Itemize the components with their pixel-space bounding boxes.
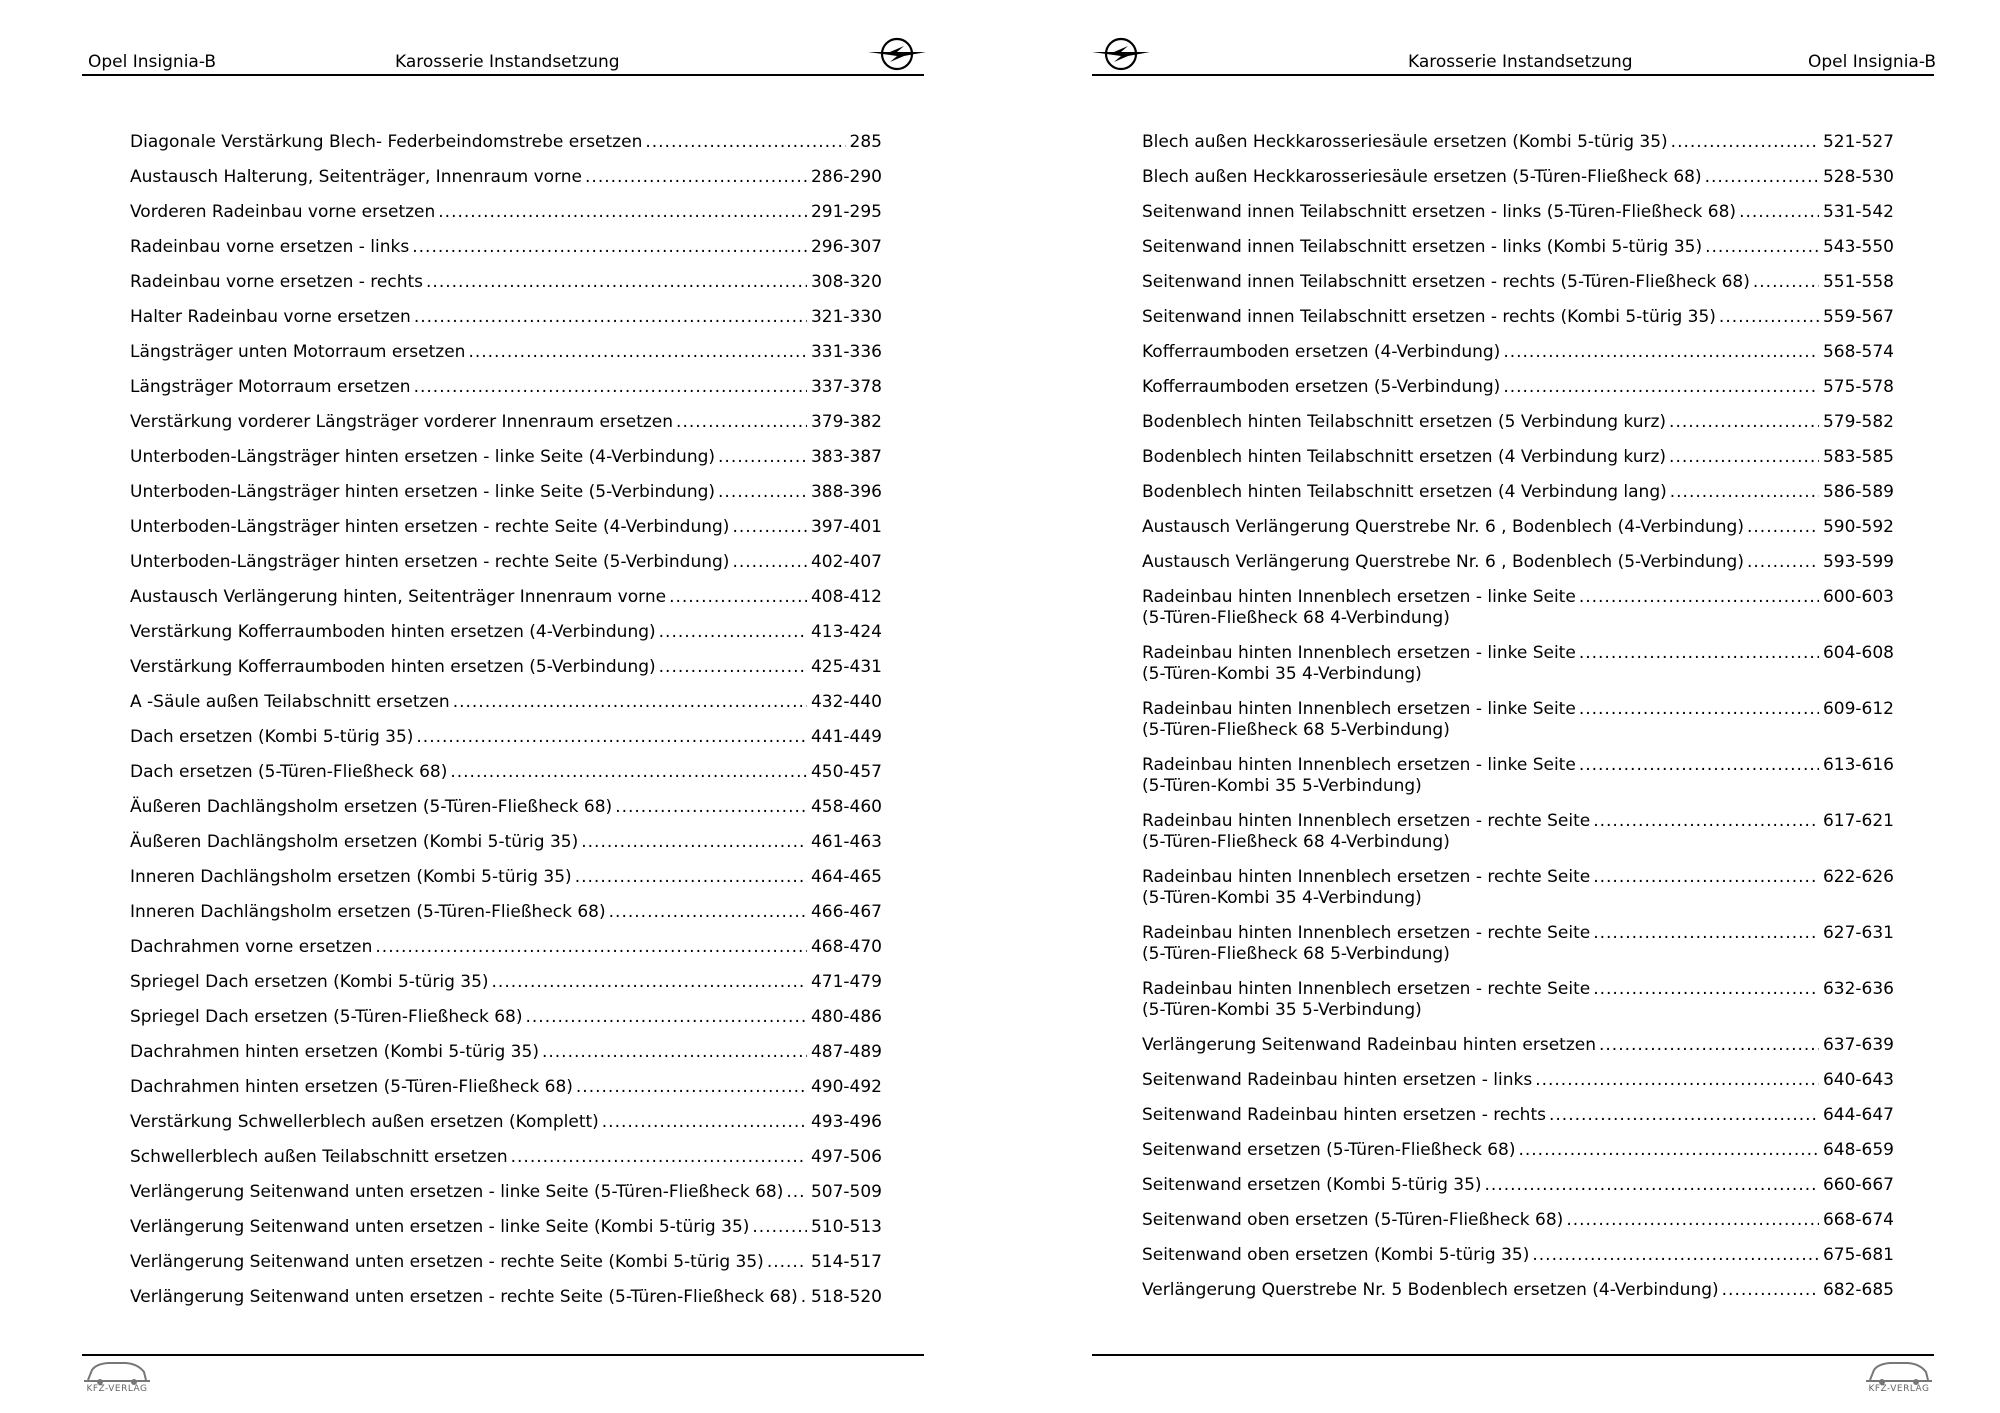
toc-leader-dots [1593, 979, 1819, 1000]
toc-entry-pages: 644-647 [1822, 1105, 1894, 1125]
toc-entry-title: Verstärkung vorderer Längsträger vorderer Innenraum ersetzen [130, 412, 674, 432]
right-page [1092, 0, 1952, 1413]
toc-entry-title: Verlängerung Seitenwand Radeinbau hinten ersetzen [1142, 1035, 1596, 1055]
toc-entry-title: Unterboden-Längsträger hinten ersetzen - linke Seite (5-Verbindung) [130, 482, 716, 502]
toc-entry-pages: 627-631 [1822, 923, 1894, 943]
toc-leader-dots [1705, 167, 1819, 188]
toc-entry [1142, 867, 1894, 909]
toc-entry-pages: 609-612 [1822, 699, 1894, 719]
toc-leader-dots [718, 482, 807, 503]
toc-entry-pages: 493-496 [810, 1112, 882, 1132]
toc-entry-pages: 383-387 [810, 447, 882, 467]
toc-entry-pages: 480-486 [810, 1007, 882, 1027]
toc-entry [130, 132, 882, 153]
header-section: Karosserie Instandsetzung [395, 52, 620, 72]
toc-entry-pages: 291-295 [810, 202, 882, 222]
toc-entry [1142, 377, 1894, 398]
toc-entry-pages: 579-582 [1822, 412, 1894, 432]
toc-entry [1142, 167, 1894, 188]
toc-entry-pages: 568-574 [1822, 342, 1894, 362]
toc-entry [1142, 342, 1894, 363]
toc-leader-dots [575, 867, 807, 888]
toc-entry-pages: 402-407 [810, 552, 882, 572]
toc-leader-dots [659, 622, 807, 643]
toc-leader-dots [732, 552, 807, 573]
toc-entry-pages: 337-378 [810, 377, 882, 397]
toc-entry [130, 1007, 882, 1028]
toc-entry [1142, 1105, 1894, 1126]
toc-leader-dots [1669, 412, 1819, 433]
toc-entry-pages: 648-659 [1822, 1140, 1894, 1160]
toc-leader-dots [732, 517, 807, 538]
toc-leader-dots [1535, 1070, 1819, 1091]
toc-entry-title: Seitenwand oben ersetzen (Kombi 5-türig 35) [1142, 1245, 1530, 1265]
toc-entry-pages: 471-479 [810, 972, 882, 992]
toc-entry-pages: 637-639 [1822, 1035, 1894, 1055]
left-page [82, 0, 942, 1413]
toc-entry [1142, 979, 1894, 1021]
page-header [82, 50, 924, 76]
toc-entry [130, 622, 882, 643]
toc-entry [130, 202, 882, 223]
toc-entry-title: Äußeren Dachlängsholm ersetzen (Kombi 5-türig 35) [130, 832, 579, 852]
toc-entry [130, 1112, 882, 1133]
toc-entry [1142, 447, 1894, 468]
toc-leader-dots [416, 727, 807, 748]
toc-leader-dots [414, 377, 807, 398]
toc-entry-pages: 432-440 [810, 692, 882, 712]
toc-entry-pages: 600-603 [1822, 587, 1894, 607]
toc-entry-pages: 551-558 [1822, 272, 1894, 292]
toc-entry-title: Radeinbau vorne ersetzen - links [130, 237, 410, 257]
toc-entry [130, 342, 882, 363]
toc-leader-dots [752, 1217, 807, 1238]
toc-entry [130, 307, 882, 328]
toc-entry-pages: 514-517 [810, 1252, 882, 1272]
toc-leader-dots [1719, 307, 1819, 328]
toc-entry-title: Halter Radeinbau vorne ersetzen [130, 307, 411, 327]
toc-entry [1142, 552, 1894, 573]
toc-entry-title: Austausch Verlängerung Querstrebe Nr. 6 , Bodenblech (5-Verbindung) [1142, 552, 1744, 572]
toc-leader-dots [1503, 377, 1819, 398]
toc-entry [130, 412, 882, 433]
toc-entry-pages: 675-681 [1822, 1245, 1894, 1265]
toc-entry-pages: 397-401 [810, 517, 882, 537]
toc-entry-title: Radeinbau vorne ersetzen - rechts [130, 272, 424, 292]
footer-rule [82, 1354, 924, 1356]
toc-entry [1142, 517, 1894, 538]
toc-entry [130, 1042, 882, 1063]
toc-entry-pages: 510-513 [810, 1217, 882, 1237]
toc-entry [1142, 1175, 1894, 1196]
toc-entry-title: Dachrahmen hinten ersetzen (5-Türen-Fließheck 68) [130, 1077, 573, 1097]
toc-entry [1142, 412, 1894, 433]
toc-entry-pages: 613-616 [1822, 755, 1894, 775]
toc-entry-title: Austausch Halterung, Seitenträger, Innenraum vorne [130, 167, 583, 187]
kfz-verlag-logo-icon [1864, 1356, 1934, 1398]
toc-leader-dots [438, 202, 807, 223]
toc-entry-title: Austausch Verlängerung hinten, Seitenträger Innenraum vorne [130, 587, 667, 607]
toc-entry-title: Radeinbau hinten Innenblech ersetzen - linke Seite (5-Türen-Fließheck 68 4-Verbindung) [1142, 587, 1576, 628]
toc-entry-title: Seitenwand Radeinbau hinten ersetzen - links [1142, 1070, 1533, 1090]
toc-entry [130, 1182, 882, 1203]
toc-entry-pages: 379-382 [810, 412, 882, 432]
toc-leader-dots [659, 657, 807, 678]
toc-entry-title: Inneren Dachlängsholm ersetzen (5-Türen-Fließheck 68) [130, 902, 606, 922]
toc-entry [1142, 811, 1894, 853]
toc-entry-title: Schwellerblech außen Teilabschnitt ersetzen [130, 1147, 508, 1167]
toc-entry-pages: 632-636 [1822, 979, 1894, 999]
toc-entry-title: Verlängerung Seitenwand unten ersetzen - rechte Seite (5-Türen-Fließheck 68) [130, 1287, 798, 1307]
toc-entry-title: Inneren Dachlängsholm ersetzen (Kombi 5-türig 35) [130, 867, 572, 887]
toc-leader-dots [542, 1042, 807, 1063]
toc-entry [1142, 1140, 1894, 1161]
toc-leader-dots [1747, 517, 1819, 538]
toc-leader-dots [786, 1182, 807, 1203]
toc-entry-title: Dachrahmen vorne ersetzen [130, 937, 373, 957]
toc-list-left [130, 132, 882, 1322]
toc-entry [130, 692, 882, 713]
toc-leader-dots [609, 902, 807, 923]
toc-entry [130, 482, 882, 503]
toc-entry-title: Dach ersetzen (5-Türen-Fließheck 68) [130, 762, 448, 782]
toc-entry [130, 762, 882, 783]
toc-leader-dots [525, 1007, 806, 1028]
toc-leader-dots [414, 307, 807, 328]
toc-entry [1142, 1035, 1894, 1056]
toc-leader-dots [1705, 237, 1819, 258]
toc-leader-dots [412, 237, 807, 258]
toc-leader-dots [492, 972, 807, 993]
toc-entry-title: Blech außen Heckkarosseriesäule ersetzen (Kombi 5-türig 35) [1142, 132, 1668, 152]
toc-entry-title: Bodenblech hinten Teilabschnitt ersetzen (5 Verbindung kurz) [1142, 412, 1667, 432]
toc-entry-pages: 531-542 [1822, 202, 1894, 222]
toc-entry-pages: 668-674 [1822, 1210, 1894, 1230]
toc-entry [130, 657, 882, 678]
toc-entry-pages: 461-463 [810, 832, 882, 852]
toc-entry-title: Radeinbau hinten Innenblech ersetzen - linke Seite (5-Türen-Fließheck 68 5-Verbindung) [1142, 699, 1576, 740]
toc-leader-dots [511, 1147, 807, 1168]
toc-entry-title: Dachrahmen hinten ersetzen (Kombi 5-türig 35) [130, 1042, 539, 1062]
toc-list-right [1142, 132, 1894, 1315]
toc-leader-dots [426, 272, 807, 293]
toc-entry-pages: 286-290 [810, 167, 882, 187]
toc-entry [1142, 923, 1894, 965]
toc-entry-title: Bodenblech hinten Teilabschnitt ersetzen (4 Verbindung lang) [1142, 482, 1667, 502]
toc-leader-dots [1503, 342, 1819, 363]
toc-entry-title: Dach ersetzen (Kombi 5-türig 35) [130, 727, 414, 747]
toc-entry [130, 587, 882, 608]
toc-entry-title: Seitenwand innen Teilabschnitt ersetzen - rechts (Kombi 5-türig 35) [1142, 307, 1716, 327]
toc-entry-pages: 507-509 [810, 1182, 882, 1202]
toc-entry-title: Verstärkung Schwellerblech außen ersetzen (Komplett) [130, 1112, 599, 1132]
toc-entry-pages: 682-685 [1822, 1280, 1894, 1300]
toc-entry-pages: 464-465 [810, 867, 882, 887]
toc-entry-title: Spriegel Dach ersetzen (5-Türen-Fließheck 68) [130, 1007, 523, 1027]
toc-entry [130, 1287, 882, 1308]
toc-leader-dots [581, 832, 807, 853]
toc-entry-pages: 308-320 [810, 272, 882, 292]
toc-entry [1142, 1280, 1894, 1301]
toc-entry-pages: 559-567 [1822, 307, 1894, 327]
toc-entry-title: Vorderen Radeinbau vorne ersetzen [130, 202, 436, 222]
toc-leader-dots [1579, 699, 1819, 720]
toc-entry [1142, 1070, 1894, 1091]
toc-entry-pages: 450-457 [810, 762, 882, 782]
toc-entry-title: Radeinbau hinten Innenblech ersetzen - rechte Seite (5-Türen-Fließheck 68 4-Verbindung) [1142, 811, 1591, 852]
toc-entry-title: Radeinbau hinten Innenblech ersetzen - rechte Seite (5-Türen-Kombi 35 5-Verbindung) [1142, 979, 1591, 1020]
toc-entry-title: Seitenwand ersetzen (Kombi 5-türig 35) [1142, 1175, 1482, 1195]
toc-leader-dots [1747, 552, 1819, 573]
toc-leader-dots [1599, 1035, 1819, 1056]
toc-leader-dots [375, 937, 807, 958]
toc-leader-dots [615, 797, 807, 818]
toc-leader-dots [576, 1077, 807, 1098]
toc-entry-pages: 590-592 [1822, 517, 1894, 537]
toc-entry [130, 727, 882, 748]
toc-entry [130, 972, 882, 993]
toc-leader-dots [1579, 587, 1819, 608]
toc-leader-dots [718, 447, 807, 468]
toc-leader-dots [1593, 923, 1819, 944]
toc-entry-title: A -Säule außen Teilabschnitt ersetzen [130, 692, 450, 712]
toc-entry [130, 237, 882, 258]
toc-entry-pages: 466-467 [810, 902, 882, 922]
toc-entry-pages: 640-643 [1822, 1070, 1894, 1090]
toc-leader-dots [585, 167, 807, 188]
toc-entry-title: Kofferraumboden ersetzen (4-Verbindung) [1142, 342, 1501, 362]
toc-entry [130, 902, 882, 923]
toc-entry-pages: 490-492 [810, 1077, 882, 1097]
toc-entry-pages: 296-307 [810, 237, 882, 257]
toc-entry [1142, 237, 1894, 258]
toc-entry [130, 272, 882, 293]
toc-entry-pages: 413-424 [810, 622, 882, 642]
toc-entry-title: Längsträger unten Motorraum ersetzen [130, 342, 466, 362]
toc-entry-pages: 458-460 [810, 797, 882, 817]
toc-entry [1142, 587, 1894, 629]
toc-leader-dots [1593, 811, 1819, 832]
toc-entry-title: Unterboden-Längsträger hinten ersetzen - rechte Seite (5-Verbindung) [130, 552, 730, 572]
publisher-label: KFZ-VERLAG [1868, 1384, 1930, 1394]
opel-logo-icon [868, 32, 926, 72]
toc-entry-title: Verlängerung Querstrebe Nr. 5 Bodenblech ersetzen (4-Verbindung) [1142, 1280, 1719, 1300]
toc-leader-dots [1579, 755, 1819, 776]
toc-entry-pages: 583-585 [1822, 447, 1894, 467]
footer-rule [1092, 1354, 1934, 1356]
toc-entry-title: Verlängerung Seitenwand unten ersetzen - rechte Seite (Kombi 5-türig 35) [130, 1252, 764, 1272]
toc-entry-pages: 468-470 [810, 937, 882, 957]
toc-leader-dots [1593, 867, 1819, 888]
toc-entry [1142, 132, 1894, 153]
toc-entry [1142, 307, 1894, 328]
toc-entry [1142, 482, 1894, 503]
toc-leader-dots [1669, 447, 1819, 468]
toc-leader-dots [468, 342, 807, 363]
toc-entry-title: Radeinbau hinten Innenblech ersetzen - rechte Seite (5-Türen-Fließheck 68 5-Verbindung) [1142, 923, 1591, 964]
toc-entry-pages: 321-330 [810, 307, 882, 327]
toc-entry [130, 1252, 882, 1273]
toc-entry-title: Seitenwand innen Teilabschnitt ersetzen - rechts (5-Türen-Fließheck 68) [1142, 272, 1750, 292]
toc-entry-pages: 593-599 [1822, 552, 1894, 572]
toc-entry [1142, 699, 1894, 741]
toc-entry-title: Unterboden-Längsträger hinten ersetzen - linke Seite (4-Verbindung) [130, 447, 716, 467]
toc-entry-pages: 543-550 [1822, 237, 1894, 257]
toc-entry-title: Verstärkung Kofferraumboden hinten ersetzen (4-Verbindung) [130, 622, 656, 642]
toc-leader-dots [1670, 482, 1819, 503]
toc-entry-pages: 604-608 [1822, 643, 1894, 663]
toc-entry-pages: 622-626 [1822, 867, 1894, 887]
toc-leader-dots [801, 1287, 807, 1308]
toc-leader-dots [602, 1112, 807, 1133]
kfz-verlag-logo-icon [82, 1356, 152, 1398]
toc-entry [1142, 272, 1894, 293]
toc-leader-dots [1671, 132, 1819, 153]
page-header [1092, 50, 1937, 76]
toc-entry-pages: 285 [849, 132, 882, 152]
toc-entry [130, 377, 882, 398]
toc-entry-pages: 497-506 [810, 1147, 882, 1167]
toc-entry-title: Seitenwand innen Teilabschnitt ersetzen - links (5-Türen-Fließheck 68) [1142, 202, 1737, 222]
toc-entry [1142, 1245, 1894, 1266]
toc-entry-pages: 487-489 [810, 1042, 882, 1062]
toc-leader-dots [450, 762, 807, 783]
toc-leader-dots [669, 587, 807, 608]
toc-leader-dots [1549, 1105, 1819, 1126]
toc-entry-pages: 575-578 [1822, 377, 1894, 397]
toc-leader-dots [645, 132, 845, 153]
toc-leader-dots [1518, 1140, 1819, 1161]
toc-entry-pages: 617-621 [1822, 811, 1894, 831]
toc-entry [130, 867, 882, 888]
toc-entry-title: Seitenwand innen Teilabschnitt ersetzen - links (Kombi 5-türig 35) [1142, 237, 1703, 257]
toc-entry-title: Austausch Verlängerung Querstrebe Nr. 6 , Bodenblech (4-Verbindung) [1142, 517, 1744, 537]
toc-entry [1142, 643, 1894, 685]
toc-leader-dots [1753, 272, 1819, 293]
toc-entry [130, 167, 882, 188]
toc-leader-dots [1532, 1245, 1819, 1266]
toc-entry-title: Kofferraumboden ersetzen (5-Verbindung) [1142, 377, 1501, 397]
toc-entry-title: Äußeren Dachlängsholm ersetzen (5-Türen-Fließheck 68) [130, 797, 613, 817]
toc-entry-title: Längsträger Motorraum ersetzen [130, 377, 411, 397]
toc-entry-pages: 331-336 [810, 342, 882, 362]
toc-entry-title: Seitenwand Radeinbau hinten ersetzen - rechts [1142, 1105, 1546, 1125]
opel-logo-icon [1092, 32, 1150, 72]
toc-entry [130, 517, 882, 538]
toc-entry-title: Unterboden-Längsträger hinten ersetzen - rechte Seite (4-Verbindung) [130, 517, 730, 537]
toc-entry [1142, 1210, 1894, 1231]
toc-entry [130, 1217, 882, 1238]
toc-entry [130, 832, 882, 853]
toc-entry-title: Spriegel Dach ersetzen (Kombi 5-türig 35) [130, 972, 489, 992]
toc-entry-pages: 441-449 [810, 727, 882, 747]
toc-entry [130, 797, 882, 818]
toc-leader-dots [1739, 202, 1819, 223]
toc-entry [130, 552, 882, 573]
header-section: Karosserie Instandsetzung [1408, 52, 1633, 72]
header-model: Opel Insignia-B [88, 52, 217, 72]
toc-entry [130, 1077, 882, 1098]
toc-leader-dots [1485, 1175, 1819, 1196]
toc-leader-dots [453, 692, 807, 713]
toc-entry-pages: 408-412 [810, 587, 882, 607]
toc-entry-pages: 528-530 [1822, 167, 1894, 187]
toc-leader-dots [1566, 1210, 1819, 1231]
toc-entry-title: Blech außen Heckkarosseriesäule ersetzen (5-Türen-Fließheck 68) [1142, 167, 1702, 187]
toc-entry-title: Verlängerung Seitenwand unten ersetzen - linke Seite (Kombi 5-türig 35) [130, 1217, 750, 1237]
toc-entry-pages: 518-520 [810, 1287, 882, 1307]
toc-entry-title: Seitenwand ersetzen (5-Türen-Fließheck 68) [1142, 1140, 1516, 1160]
toc-entry-pages: 660-667 [1822, 1175, 1894, 1195]
toc-entry-title: Diagonale Verstärkung Blech- Federbeindomstrebe ersetzen [130, 132, 643, 152]
toc-entry-title: Verstärkung Kofferraumboden hinten ersetzen (5-Verbindung) [130, 657, 656, 677]
toc-entry-pages: 388-396 [810, 482, 882, 502]
toc-entry-pages: 586-589 [1822, 482, 1894, 502]
toc-entry-title: Radeinbau hinten Innenblech ersetzen - rechte Seite (5-Türen-Kombi 35 4-Verbindung) [1142, 867, 1591, 908]
toc-entry [130, 937, 882, 958]
toc-entry-title: Seitenwand oben ersetzen (5-Türen-Fließheck 68) [1142, 1210, 1564, 1230]
header-model: Opel Insignia-B [1808, 52, 1937, 72]
toc-entry-title: Verlängerung Seitenwand unten ersetzen - linke Seite (5-Türen-Fließheck 68) [130, 1182, 784, 1202]
toc-leader-dots [1722, 1280, 1819, 1301]
toc-leader-dots [676, 412, 807, 433]
toc-entry [1142, 755, 1894, 797]
toc-entry-title: Bodenblech hinten Teilabschnitt ersetzen (4 Verbindung kurz) [1142, 447, 1667, 467]
toc-entry-title: Radeinbau hinten Innenblech ersetzen - linke Seite (5-Türen-Kombi 35 4-Verbindung) [1142, 643, 1576, 684]
toc-entry-pages: 521-527 [1822, 132, 1894, 152]
toc-leader-dots [1579, 643, 1819, 664]
toc-leader-dots [767, 1252, 807, 1273]
toc-entry-title: Radeinbau hinten Innenblech ersetzen - linke Seite (5-Türen-Kombi 35 5-Verbindung) [1142, 755, 1576, 796]
publisher-label: KFZ-VERLAG [86, 1384, 148, 1394]
toc-entry [130, 447, 882, 468]
toc-entry-pages: 425-431 [810, 657, 882, 677]
toc-entry [1142, 202, 1894, 223]
toc-entry [130, 1147, 882, 1168]
